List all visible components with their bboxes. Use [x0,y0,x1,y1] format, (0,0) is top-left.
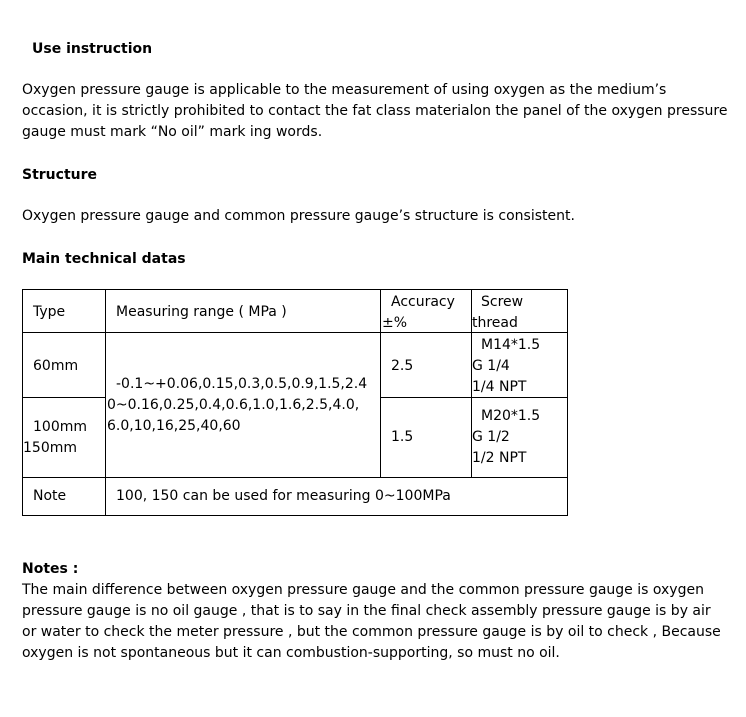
accuracy-100-150mm: 1.5 [391,429,414,445]
measuring-range-value: -0.1~+0.06,0.15,0.3,0.5,0.9,1.5,2.4 [116,376,368,392]
screw-60mm: 1/4 NPT [472,379,527,395]
use-instruction-line: gauge must mark “No oil” mark ing words. [22,124,323,140]
screw-100-150mm: G 1/2 [472,429,510,445]
note-text: 100, 150 can be used for measuring 0~100MPa [116,488,451,504]
header-measuring-range: Measuring range ( MPa ) [116,304,287,320]
measuring-range-value: 0~0.16,0.25,0.4,0.6,1.0,1.6,2.5,4.0, [107,397,360,413]
notes-line: The main difference between oxygen pressure gauge and the common pressure gauge is oxygen [22,582,704,598]
accuracy-60mm: 2.5 [391,358,414,374]
table-col-divider [105,290,106,515]
use-instruction-line: Oxygen pressure gauge is applicable to the measurement of using oxygen as the medium’s [22,82,667,98]
structure-heading: Structure [22,167,98,183]
screw-100-150mm: 1/2 NPT [472,450,527,466]
table-row-divider [23,397,105,398]
screw-100-150mm: M20*1.5 [481,408,541,424]
header-accuracy-unit: ±% [382,315,408,331]
header-screw: Screw [481,294,524,310]
screw-60mm: M14*1.5 [481,337,541,353]
type-150mm: 150mm [23,440,77,456]
notes-line: pressure gauge is no oil gauge , that is to say in the final check assembly pressure gauge is by air [22,603,711,619]
notes-line: oxygen is not spontaneous but it can combustion-supporting, so must no oil. [22,645,560,661]
table-row-divider [23,477,567,478]
screw-60mm: G 1/4 [472,358,510,374]
header-thread: thread [472,315,518,331]
notes-section [22,559,740,664]
header-accuracy: Accuracy [391,294,455,310]
structure-text: Oxygen pressure gauge and common pressure gauge’s structure is consistent. [22,208,575,224]
notes-label: Notes : [22,561,79,577]
technical-data-table [22,289,568,516]
notes-line: or water to check the meter pressure , but the common pressure gauge is by oil to check , Because [22,624,721,640]
type-100mm: 100mm [33,419,87,435]
use-instruction-line: occasion, it is strictly prohibited to contact the fat class materialon the panel of the oxygen pressure [22,103,728,119]
use-instruction-heading: Use instruction [32,41,153,57]
measuring-range-value: 6.0,10,16,25,40,60 [107,418,241,434]
use-instruction-paragraph [22,80,740,143]
structure-paragraph [22,206,740,227]
technical-heading: Main technical datas [22,251,186,267]
type-60mm: 60mm [33,358,79,374]
note-label: Note [33,488,67,504]
table-col-divider [380,290,381,477]
header-type: Type [33,304,66,320]
